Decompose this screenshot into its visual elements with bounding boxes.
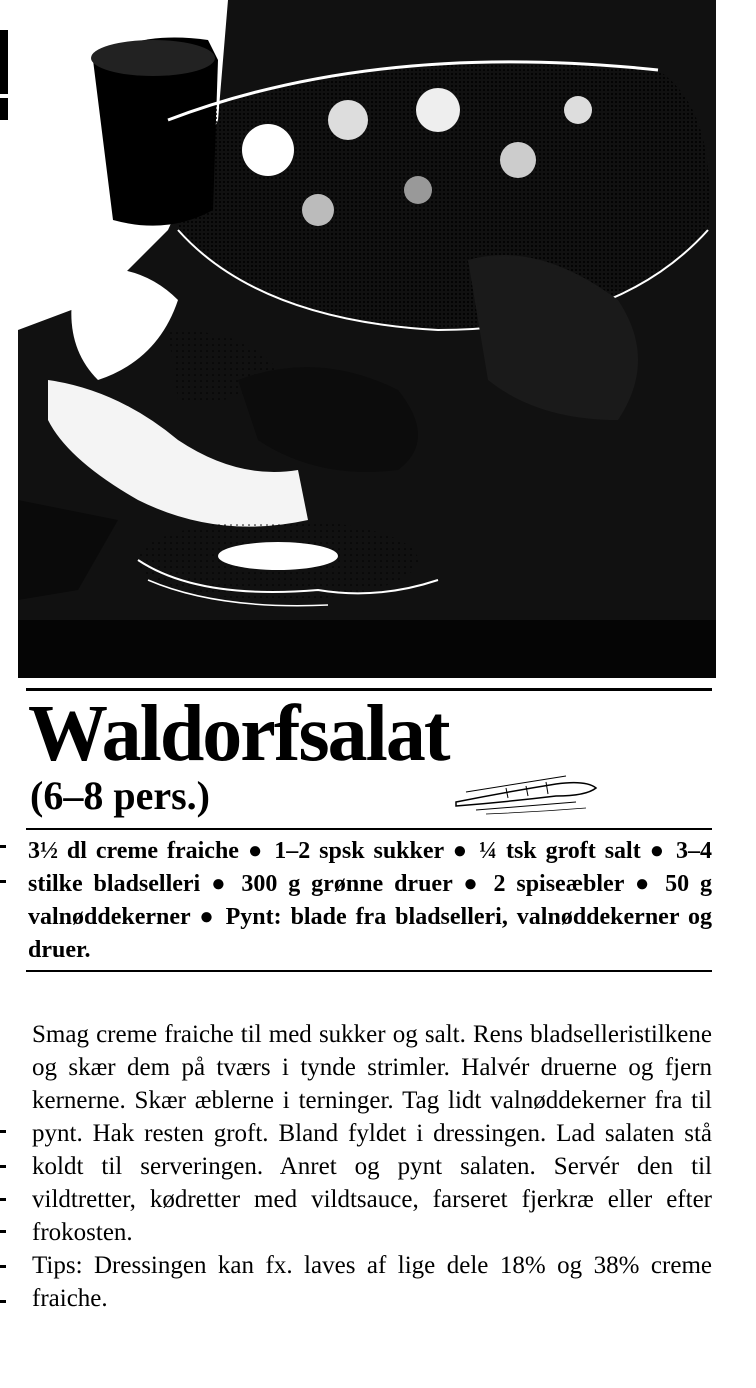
salad-photo [18,0,716,678]
recipe-title: Waldorfsalat [28,690,449,778]
scan-margin-artifacts [0,0,18,1388]
ingredients-top-rule [26,828,712,830]
ingredients-list: 3½ dl creme fraiche ● 1–2 spsk sukker ● ¼ tsk groft salt ● 3–4 stilke bladselleri ● 300 g grønne druer ● 2 spiseæbler ● 50 g valnøddekerner ● Pynt: blade fra bladselleri, valnøddekerner og druer. [28,838,712,963]
spoon-sketch-icon [446,762,606,822]
servings-label: (6–8 pers.) [30,773,210,818]
method-section [32,1018,712,1315]
method-text: Smag creme fraiche til med sukker og salt. Rens bladselleristilkene og skær dem på tværs i tynde strimler. Halvér druerne og fjern kernerne. Skær æblerne i terninger. Tag lidt valnøddekerner fra til pynt. Hak resten groft. Bland fyldet i dressingen. Lad salaten stå koldt til serveringen. Anret og pynt salaten. Servér den til vildtretter, kødretter med vildtsauce, farseret fjerkræ eller efter frokosten. [32,1021,712,1246]
tips-text: Tips: Dressingen kan fx. laves af lige dele 18% og 38% creme fraiche. [32,1252,712,1312]
ingredients-bottom-rule [26,970,712,972]
